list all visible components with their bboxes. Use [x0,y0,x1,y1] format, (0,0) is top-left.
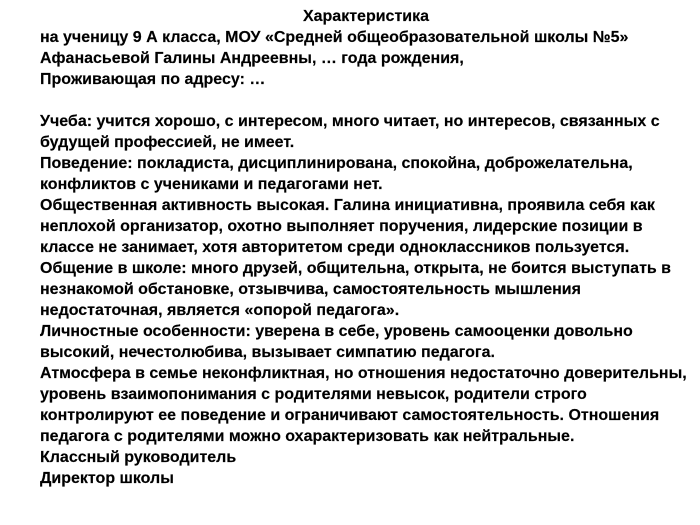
signature-school-director: Директор школы [40,470,174,487]
body-line: будущей профессией, не имеет. [40,134,295,151]
body-line: конфликтов с учениками и педагогами нет. [40,176,383,193]
body-line: Учеба: учится хорошо, с интересом, много читает, но интересов, связанных с [40,113,660,130]
body-line: Атмосфера в семье неконфликтная, но отношения недостаточно доверительны, [40,365,687,382]
header-line-student-name: Афанасьевой Галины Андреевны, … года рождения, [40,50,464,67]
body-line: Поведение: покладиста, дисциплинирована, спокойна, доброжелательна, [40,155,633,172]
blank-line [40,90,692,111]
body-line: высокий, нечестолюбива, вызывает симпатию педагога. [40,344,495,361]
body-line: Общение в школе: много друзей, общительна, открыта, не боится выступать в [40,260,672,277]
body-line: недостаточная, является «опорой педагога». [40,302,400,319]
signature-class-teacher: Классный руководитель [40,449,237,466]
document-body [40,111,692,447]
body-line: неплохой организатор, охотно выполняет поручения, лидерские позиции в [40,218,643,235]
body-line: незнакомой обстановке, отзывчива, самостоятельность мышления [40,281,581,298]
signature-block [40,447,692,489]
body-line: классе не занимает, хотя авторитетом среди одноклассников пользуется. [40,239,630,256]
document-title: Характеристика [302,8,430,25]
document-header [40,27,692,90]
body-line: контролируют ее поведение и ограничивают самостоятельность. Отношения [40,407,660,424]
body-line: Общественная активность высокая. Галина инициативна, проявила себя как [40,197,655,214]
header-line-school: на ученицу 9 А класса, МОУ «Средней общеобразовательной школы №5» [40,29,629,46]
body-line: уровень взаимопонимания с родителями невысок, родители строго [40,386,587,403]
header-line-address: Проживающая по адресу: … [40,71,266,88]
body-line: педагога с родителями можно охарактеризовать как нейтральные. [40,428,575,445]
body-line: Личностные особенности: уверена в себе, уровень самооценки довольно [40,323,633,340]
